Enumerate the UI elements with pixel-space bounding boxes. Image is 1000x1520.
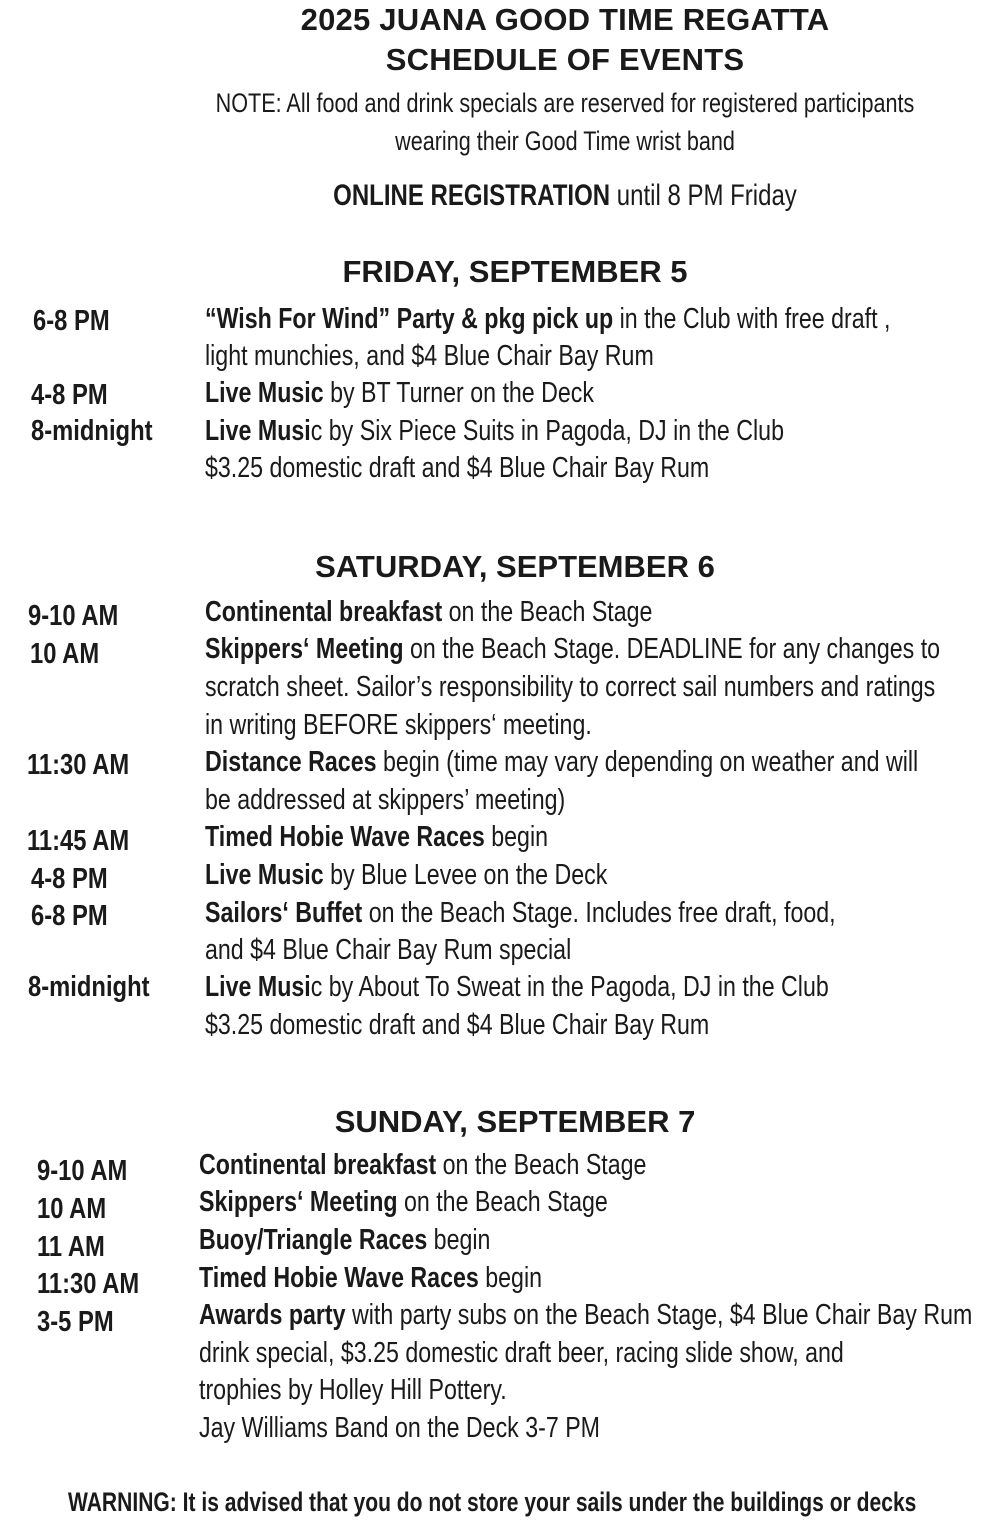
event-continuation: scratch sheet. Sailor’s responsibility to correct sail numbers and ratings (205, 671, 936, 703)
event-line (205, 593, 652, 631)
event-continuation: drink special, $3.25 domestic draft beer, racing slide show, and (199, 1337, 844, 1369)
event-title: Buoy/Triangle Races (199, 1224, 428, 1256)
event-time: 4-8 PM (31, 379, 108, 411)
event-line (205, 743, 918, 781)
event-line (205, 300, 890, 338)
warning-notice: WARNING: It is advised that you do not store your sails under the buildings or decks (68, 1487, 917, 1517)
registration-deadline: until 8 PM Friday (610, 179, 797, 212)
event-title: Live Music (205, 859, 324, 891)
event-continuation: trophies by Holley Hill Pottery. (199, 1374, 507, 1406)
event-detail: on the Beach Stage. DEADLINE for any changes to (403, 633, 941, 665)
event-title: “Wish For Wind” Party & pkg pick up (205, 303, 614, 335)
event-continuation: and $4 Blue Chair Bay Rum special (205, 934, 572, 966)
event-line (205, 894, 836, 932)
event-time: 8-midnight (31, 415, 153, 447)
event-continuation: be addressed at skippers’ meeting) (205, 784, 566, 816)
event-line (205, 856, 607, 894)
event-line (199, 1296, 972, 1334)
event-continuation: in writing BEFORE skippers‘ meeting. (205, 709, 592, 741)
event-detail: c by Six Piece Suits in Pagoda, DJ in the Club (310, 415, 784, 447)
event-detail: with party subs on the Beach Stage, $4 Blue Chair Bay Rum (345, 1299, 973, 1331)
event-title: Timed Hobie Wave Races (205, 821, 485, 853)
event-detail: on the Beach Stage (436, 1149, 647, 1181)
event-line (205, 374, 594, 412)
event-continuation: $3.25 domestic draft and $4 Blue Chair Bay Rum (205, 452, 710, 484)
event-title: Live Music (205, 377, 324, 409)
event-title: Sailors‘ Buffet (205, 897, 363, 929)
event-detail: begin (427, 1224, 491, 1256)
event-line (199, 1183, 608, 1221)
event-detail: in the Club with free draft , (613, 303, 891, 335)
event-detail: begin (484, 821, 549, 853)
event-line (205, 630, 940, 668)
event-detail: begin (time may vary depending on weather and will (376, 746, 919, 778)
event-time: 6-8 PM (33, 305, 110, 337)
event-detail: begin (478, 1262, 543, 1294)
event-detail: on the Beach Stage (442, 596, 653, 628)
registration-label: ONLINE REGISTRATION (333, 179, 611, 212)
event-title: Skippers‘ Meeting (205, 633, 404, 665)
event-line (199, 1221, 490, 1259)
day-heading-sunday: SUNDAY, SEPTEMBER 7 (334, 1104, 696, 1139)
event-line (205, 412, 784, 450)
registration-notice (113, 176, 1000, 216)
event-time: 9-10 AM (37, 1155, 128, 1187)
event-time: 4-8 PM (31, 863, 108, 895)
day-heading-friday: FRIDAY, SEPTEMBER 5 (342, 254, 688, 289)
event-time: 8-midnight (28, 971, 150, 1003)
event-title: Continental breakfast (205, 596, 443, 628)
event-time: 11:30 AM (27, 749, 130, 781)
event-continuation: light munchies, and $4 Blue Chair Bay Rum (205, 340, 654, 372)
event-detail: by Blue Levee on the Deck (323, 859, 608, 891)
event-line (199, 1146, 646, 1184)
event-title: Live Musi (205, 415, 311, 447)
event-time: 11 AM (37, 1231, 105, 1263)
event-time: 11:30 AM (37, 1268, 140, 1300)
event-title: Live Musi (205, 971, 311, 1003)
event-title: Distance Races (205, 746, 377, 778)
event-time: 11:45 AM (27, 825, 130, 857)
event-detail: by BT Turner on the Deck (323, 377, 594, 409)
event-title: Skippers‘ Meeting (199, 1186, 398, 1218)
event-time: 3-5 PM (37, 1306, 114, 1338)
event-detail: on the Beach Stage (397, 1186, 608, 1218)
event-detail: c by About To Sweat in the Pagoda, DJ in the Club (310, 971, 829, 1003)
event-title: Timed Hobie Wave Races (199, 1262, 479, 1294)
event-line (205, 968, 829, 1006)
event-time: 9-10 AM (28, 600, 119, 632)
page-subtitle: SCHEDULE OF EVENTS (385, 42, 745, 77)
event-detail: on the Beach Stage. Includes free draft, food, (362, 897, 836, 929)
note-line-1: NOTE: All food and drink specials are reserved for registered participants (215, 88, 915, 118)
event-title: Continental breakfast (199, 1149, 437, 1181)
day-heading-saturday: SATURDAY, SEPTEMBER 6 (315, 549, 715, 584)
event-time: 10 AM (37, 1193, 107, 1225)
event-time: 6-8 PM (31, 900, 108, 932)
event-line (205, 818, 548, 856)
event-title: Awards party (199, 1299, 346, 1331)
event-continuation: $3.25 domestic draft and $4 Blue Chair Bay Rum (205, 1009, 710, 1041)
event-time: 10 AM (30, 638, 100, 670)
event-continuation: Jay Williams Band on the Deck 3-7 PM (199, 1412, 600, 1444)
page-title: 2025 JUANA GOOD TIME REGATTA (300, 2, 830, 37)
event-line (199, 1259, 542, 1297)
note-line-2: wearing their Good Time wrist band (395, 126, 735, 156)
